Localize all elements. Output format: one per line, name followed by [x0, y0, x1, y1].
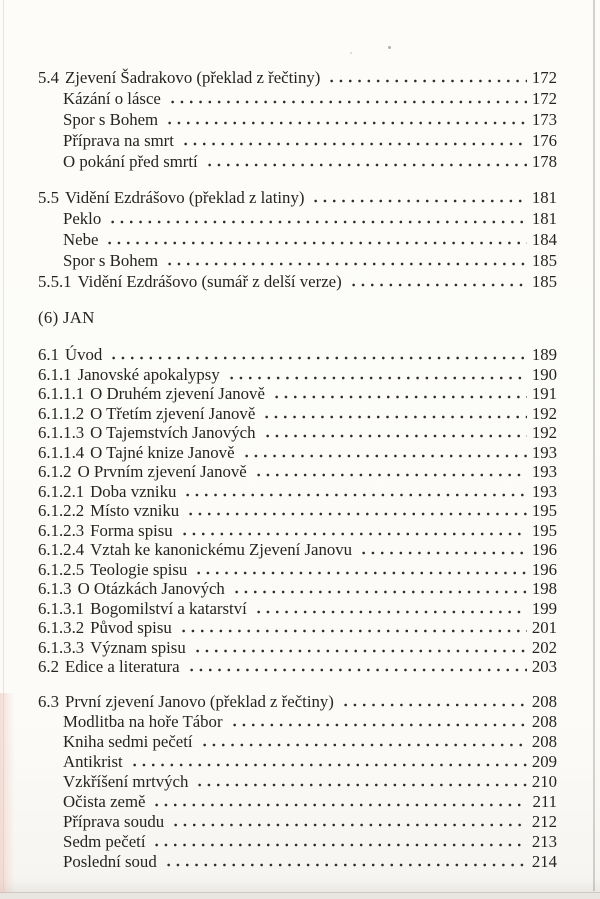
toc-entry: [38, 732, 557, 752]
toc-entry: [38, 832, 557, 852]
dot-leader: [200, 743, 527, 747]
dot-leader: [109, 356, 527, 360]
scan-edge-bottom: [0, 892, 600, 899]
entry-number: 6.2: [38, 657, 59, 676]
dot-leader: [230, 723, 527, 727]
dot-leader: [194, 571, 527, 575]
dot-leader: [311, 199, 526, 203]
dot-leader: [359, 551, 527, 555]
entry-number: 6.1.1.2: [38, 403, 85, 423]
entry-title: Teologie spisu: [90, 559, 188, 579]
toc-entry: [38, 712, 557, 732]
toc-entry: [38, 271, 557, 292]
toc-entry: [38, 638, 557, 658]
entry-number: 6.1.2.2: [38, 501, 85, 520]
entry-page-number: 181: [531, 209, 557, 228]
entry-title: O pokání před smrtí: [63, 152, 198, 171]
entry-title: O Třetím zjevení Janově: [90, 403, 256, 423]
entry-title: Úvod: [64, 345, 103, 364]
toc-entry: [38, 482, 557, 502]
toc-entry: [38, 151, 557, 172]
entry-page-number: 190: [531, 364, 557, 384]
entry-title: O Tajné knize Janově: [90, 442, 235, 462]
toc-section: [38, 187, 557, 292]
toc-entry: [38, 462, 557, 482]
toc-entry: [38, 618, 557, 638]
dot-leader: [263, 434, 527, 438]
toc-entry: [38, 250, 557, 271]
toc-section: [38, 692, 557, 872]
dot-leader: [180, 532, 527, 536]
dot-leader: [186, 512, 527, 516]
entry-title: Zjevení Šadrakovo (překlad z řečtiny): [64, 68, 321, 87]
toc-entry: [38, 365, 557, 385]
entry-number: 6.1.2: [38, 462, 72, 481]
toc-section: [38, 67, 557, 172]
dot-leader: [349, 283, 527, 287]
dot-leader: [108, 220, 527, 224]
entry-number: 6.1.1.3: [38, 423, 85, 442]
toc-entry: [38, 88, 557, 109]
entry-title: Spor s Bohem: [63, 110, 159, 129]
scan-edge-right: [593, 0, 595, 891]
toc-entry: [38, 657, 557, 677]
dot-leader: [254, 610, 527, 614]
entry-page-number: 208: [531, 691, 557, 711]
page-bottom-shadow: [0, 880, 600, 892]
toc-entry: [38, 540, 557, 560]
dot-leader: [130, 763, 527, 767]
entry-page-number: 199: [531, 598, 557, 618]
entry-title: Bogomilství a katarství: [90, 598, 247, 618]
toc-entry: [38, 852, 557, 872]
entry-page-number: 210: [531, 771, 557, 791]
entry-title: Význam spisu: [90, 637, 186, 657]
toc-entry: [38, 521, 557, 541]
entry-number: 6.1.3.3: [38, 637, 85, 657]
toc-entry: [38, 130, 557, 151]
entry-number: 6.1.1.4: [38, 442, 85, 462]
dot-leader: [105, 241, 526, 245]
toc-entry: [38, 345, 557, 365]
toc-entry: [38, 384, 557, 404]
entry-page-number: 184: [531, 230, 557, 249]
entry-title: Očista země: [63, 791, 146, 811]
entry-title: Vztah ke kanonickému Zjevení Janovu: [90, 540, 353, 559]
entry-number: 6.1.2.3: [38, 520, 85, 540]
toc-entry: [38, 792, 557, 812]
entry-title: Původ spisu: [90, 618, 172, 637]
entry-page-number: 208: [531, 731, 557, 751]
entry-page-number: 211: [532, 791, 557, 811]
dot-leader: [193, 649, 527, 653]
entry-number: 6.1.3.1: [38, 598, 85, 618]
toc-entry: [38, 404, 557, 424]
entry-title: O Prvním zjevení Janově: [77, 462, 247, 481]
toc: [38, 0, 557, 872]
dot-leader: [164, 863, 527, 867]
entry-title: Forma spisu: [90, 520, 173, 540]
entry-page-number: 193: [531, 481, 557, 501]
entry-number: 6.1.3.2: [38, 618, 85, 637]
entry-page-number: 198: [531, 579, 557, 598]
entry-page-number: 173: [531, 110, 557, 129]
entry-title: Kázání o lásce: [63, 89, 161, 108]
entry-page-number: 208: [531, 711, 557, 731]
entry-number: 6.1: [38, 345, 59, 364]
entry-title: První zjevení Janovo (překlad z řečtiny): [64, 691, 334, 711]
entry-title: O Druhém zjevení Janově: [90, 384, 265, 403]
entry-page-number: 193: [531, 462, 557, 481]
dot-leader: [152, 843, 526, 847]
dot-leader: [165, 262, 527, 266]
scan-speck: [388, 46, 391, 49]
toc-entry: [38, 579, 557, 599]
entry-page-number: 185: [531, 272, 557, 291]
entry-title: Antikrist: [63, 751, 123, 771]
entry-page-number: 185: [531, 251, 557, 270]
entry-page-number: 195: [531, 520, 557, 540]
entry-page-number: 172: [531, 68, 557, 87]
entry-number: 5.5.1: [38, 272, 72, 291]
entry-number: 6.3: [38, 691, 59, 711]
entry-page-number: 213: [531, 831, 557, 851]
dot-leader: [181, 142, 527, 146]
entry-page-number: 209: [531, 751, 557, 771]
entry-page-number: 178: [531, 152, 557, 171]
entry-page-number: 203: [531, 657, 557, 676]
entry-title: Vidění Ezdrášovo (překlad z latiny): [64, 188, 305, 207]
toc-entry: [38, 423, 557, 443]
entry-title: Sedm pečetí: [63, 831, 146, 851]
dot-leader: [183, 493, 526, 497]
entry-page-number: 193: [531, 442, 557, 462]
entry-page-number: 192: [531, 403, 557, 423]
entry-title: O Tajemstvích Janových: [90, 423, 256, 442]
toc-entry: [38, 812, 557, 832]
entry-title: Příprava soudu: [63, 811, 165, 831]
dot-leader: [195, 783, 526, 787]
entry-title: Nebe: [63, 230, 99, 249]
entry-page-number: 214: [531, 851, 557, 871]
dot-leader: [341, 703, 527, 707]
entry-title: Modlitba na hoře Tábor: [63, 711, 223, 731]
dot-leader: [227, 376, 527, 380]
dot-leader: [152, 803, 527, 807]
toc-entry: [38, 692, 557, 712]
dot-leader: [165, 121, 527, 125]
entry-title: Poslední soud: [63, 851, 157, 871]
toc-entry: [38, 208, 557, 229]
entry-number: 6.1.2.1: [38, 481, 85, 501]
toc-entry: [38, 752, 557, 772]
entry-page-number: 181: [531, 188, 557, 207]
toc-entry: [38, 772, 557, 792]
entry-page-number: 195: [531, 501, 557, 520]
entry-title: O Otázkách Janových: [77, 579, 225, 598]
toc-entry: [38, 501, 557, 521]
entry-page-number: 196: [531, 540, 557, 559]
entry-title: Vzkříšení mrtvých: [63, 771, 189, 791]
entry-page-number: 172: [531, 89, 557, 108]
dot-leader: [187, 668, 527, 672]
entry-page-number: 202: [531, 637, 557, 657]
entry-number: 5.5: [38, 188, 59, 207]
entry-title: Spor s Bohem: [63, 251, 159, 270]
entry-page-number: 176: [531, 131, 557, 150]
entry-title: Edice a literatura: [64, 657, 180, 676]
toc-entry: [38, 443, 557, 463]
entry-page-number: 201: [531, 618, 557, 637]
scan-tint-bottom-left: [0, 693, 15, 893]
dot-leader: [242, 454, 527, 458]
dot-leader: [232, 590, 527, 594]
toc-entry: [38, 229, 557, 250]
entry-number: 6.1.3: [38, 579, 72, 598]
dot-leader: [254, 473, 527, 477]
entry-number: 6.1.1: [38, 364, 72, 384]
toc-entry: [38, 109, 557, 130]
toc-entry: [38, 599, 557, 619]
toc-entry: [38, 560, 557, 580]
dot-leader: [205, 163, 527, 167]
toc-entry: [38, 187, 557, 208]
entry-title: Příprava na smrt: [63, 131, 174, 150]
toc-section: [38, 307, 557, 677]
entry-page-number: 189: [531, 345, 557, 364]
dot-leader: [327, 79, 527, 83]
section-heading: (6) JAN: [38, 308, 95, 327]
dot-leader: [262, 415, 527, 419]
entry-page-number: 212: [531, 811, 557, 831]
toc-entry: [38, 67, 557, 88]
dot-leader: [179, 629, 527, 633]
entry-title: Janovské apokalypsy: [77, 364, 220, 384]
entry-title: Kniha sedmi pečetí: [63, 731, 193, 751]
entry-title: Vidění Ezdrášovo (sumář z delší verze): [77, 272, 342, 291]
entry-number: 6.1.2.4: [38, 540, 85, 559]
entry-title: Místo vzniku: [90, 501, 180, 520]
entry-number: 6.1.2.5: [38, 559, 85, 579]
entry-page-number: 192: [531, 423, 557, 442]
dot-leader: [168, 100, 527, 104]
dot-leader: [171, 823, 527, 827]
entry-title: Doba vzniku: [90, 481, 177, 501]
entry-page-number: 191: [531, 384, 557, 403]
entry-title: Peklo: [63, 209, 102, 228]
scan-speck: [350, 52, 352, 54]
dot-leader: [272, 395, 527, 399]
entry-number: 5.4: [38, 68, 59, 87]
entry-page-number: 196: [531, 559, 557, 579]
entry-number: 6.1.1.1: [38, 384, 85, 403]
